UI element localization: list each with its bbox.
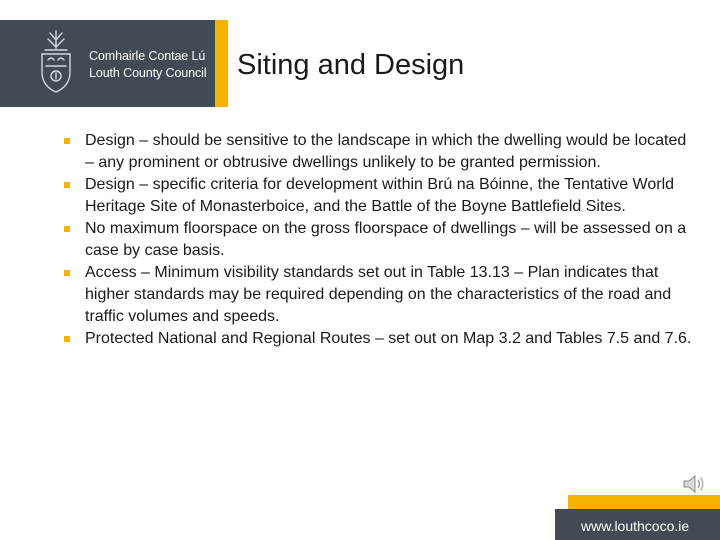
bullet-item — [62, 262, 692, 328]
footer-url: www.louthcoco.ie — [581, 518, 690, 534]
slide-title: Siting and Design — [237, 49, 465, 81]
bullet-text: Access – Minimum visibility standards set out in Table 13.13 – Plan indicates that higher standards may be required depending on the characteristics of the road and traffic volumes and speeds. — [85, 264, 672, 325]
bullet-square-icon — [64, 336, 70, 342]
bullet-list — [62, 130, 692, 350]
bullet-text: Design – should be sensitive to the landscape in which the dwelling would be located – any prominent or obtrusive dwellings unlikely to be granted permission. — [85, 132, 687, 171]
bullet-item — [62, 130, 692, 174]
bullet-item — [62, 174, 692, 218]
council-crest-icon — [36, 28, 76, 96]
bullet-text: Design – specific criteria for development within Brú na Bóinne, the Tentative World Heritage Site of Monasterboice, and the Battle of the Boyne Battlefield Sites. — [85, 176, 675, 215]
footer-gold-bar — [568, 495, 720, 509]
bullet-item — [62, 218, 692, 262]
bullet-square-icon — [64, 138, 70, 144]
council-name-irish: Comhairle Contae Lú — [89, 49, 206, 63]
bullet-square-icon — [64, 182, 70, 188]
bullet-text: Protected National and Regional Routes – set out on Map 3.2 and Tables 7.5 and 7.6. — [85, 330, 692, 347]
speaker-icon[interactable] — [681, 472, 705, 496]
bullet-item — [62, 328, 692, 350]
bullet-text: No maximum floorspace on the gross floorspace of dwellings – will be assessed on a case by case basis. — [85, 220, 687, 259]
council-name — [89, 48, 207, 82]
header-gold-bar — [215, 20, 228, 107]
bullet-square-icon — [64, 226, 70, 232]
council-name-english: Louth County Council — [89, 66, 207, 80]
bullet-square-icon — [64, 270, 70, 276]
